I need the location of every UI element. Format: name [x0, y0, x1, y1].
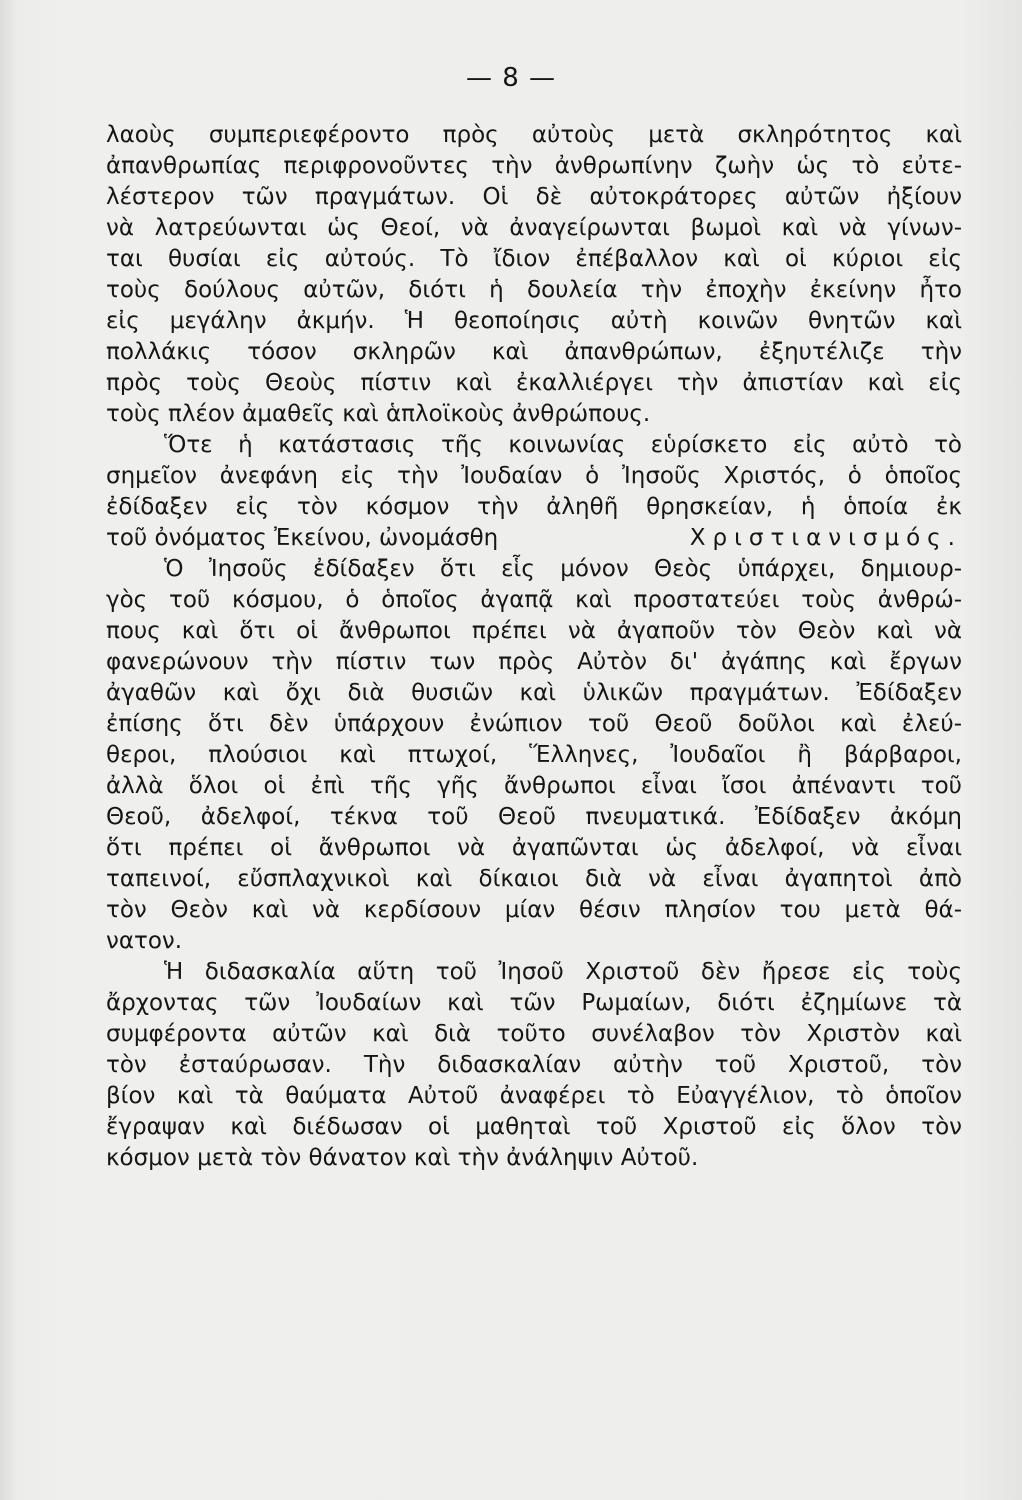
- text-line: ἀπανθρωπίας περιφρονοῦντες τὴν ἀνθρωπίνην ζωὴν ὡς τὸ εὐτε-: [106, 153, 962, 179]
- paragraph-3: [106, 554, 962, 957]
- spaced-term: Χριστιανισμός.: [689, 525, 962, 551]
- text-line: γὸς τοῦ κόσμου, ὁ ὁποῖος ἀγαπᾷ καὶ προστατεύει τοὺς ἀνθρώ-: [106, 587, 962, 613]
- paragraph-4: [106, 957, 962, 1174]
- line-prefix: τοῦ ὀνόματος Ἐκείνου, ὠνομάσθη: [106, 525, 499, 551]
- text-line: πους καὶ ὅτι οἱ ἄνθρωποι πρέπει νὰ ἀγαποῦν τὸν Θεὸν καὶ νὰ: [106, 618, 962, 644]
- paragraph-2: [106, 430, 962, 554]
- page-number: — 8 —: [465, 63, 557, 93]
- text-line: θεροι, πλούσιοι καὶ πτωχοί, Ἕλληνες, Ἰουδαῖοι ἢ βάρβαροι,: [106, 742, 962, 768]
- text-line: ἐπίσης ὅτι δὲν ὑπάρχουν ἐνώπιον τοῦ Θεοῦ δοῦλοι καὶ ἐλεύ-: [106, 711, 962, 737]
- body-text: [106, 120, 962, 1174]
- text-line: πολλάκις τόσον σκληρῶν καὶ ἀπανθρώπων, ἐξηυτέλιζε τὴν: [106, 339, 962, 365]
- text-line: ἄρχοντας τῶν Ἰουδαίων καὶ τῶν Ρωμαίων, διότι ἐζημίωνε τὰ: [106, 990, 962, 1016]
- text-line: ἐδίδαξεν εἰς τὸν κόσμον τὴν ἀληθῆ θρησκείαν, ἡ ὁποία ἐκ: [106, 494, 962, 520]
- text-line: τοὺς πλέον ἀμαθεῖς καὶ ἁπλοϊκοὺς ἀνθρώπους.: [106, 401, 651, 427]
- text-line: Θεοῦ, ἀδελφοί, τέκνα τοῦ Θεοῦ πνευματικά. Ἐδίδαξεν ἀκόμη: [106, 804, 962, 830]
- text-line: Ὁ Ἰησοῦς ἐδίδαξεν ὅτι εἷς μόνον Θεὸς ὑπάρχει, δημιουρ-: [164, 556, 962, 582]
- text-line: τὸν Θεὸν καὶ νὰ κερδίσουν μίαν θέσιν πλησίον του μετὰ θά-: [106, 897, 962, 923]
- text-line: εἰς μεγάλην ἀκμήν. Ἡ θεοποίησις αὐτὴ κοινῶν θνητῶν καὶ: [106, 308, 962, 334]
- text-line: σημεῖον ἀνεφάνη εἰς τὴν Ἰουδαίαν ὁ Ἰησοῦς Χριστός, ὁ ὁποῖος: [106, 463, 962, 489]
- text-line: φανερώνουν τὴν πίστιν των πρὸς Αὐτὸν δι' ἀγάπης καὶ ἔργων: [106, 649, 962, 675]
- paragraph-1: [106, 120, 962, 430]
- text-line: Ὅτε ἡ κατάστασις τῆς κοινωνίας εὑρίσκετο εἰς αὐτὸ τὸ: [164, 432, 962, 458]
- text-line: τὸν ἐσταύρωσαν. Τὴν διδασκαλίαν αὐτὴν τοῦ Χριστοῦ, τὸν: [106, 1052, 962, 1078]
- text-line: λαοὺς συμπεριεφέροντο πρὸς αὐτοὺς μετὰ σκληρότητος καὶ: [106, 122, 962, 148]
- text-line: ἀγαθῶν καὶ ὄχι διὰ θυσιῶν καὶ ὑλικῶν πραγμάτων. Ἐδίδαξεν: [106, 680, 962, 706]
- text-line: βίον καὶ τὰ θαύματα Αὐτοῦ ἀναφέρει τὸ Εὐαγγέλιον, τὸ ὁποῖον: [106, 1083, 962, 1109]
- text-line: ταπεινοί, εὔσπλαχνικοὶ καὶ δίκαιοι διὰ νὰ εἶναι ἀγαπητοὶ ἀπὸ: [106, 866, 962, 892]
- text-line: ἔγραψαν καὶ διέδωσαν οἱ μαθηταὶ τοῦ Χριστοῦ εἰς ὅλον τὸν: [106, 1114, 962, 1140]
- text-line: τοὺς δούλους αὐτῶν, διότι ἡ δουλεία τὴν ἐποχὴν ἐκείνην ἦτο: [106, 277, 962, 303]
- text-line: λέστερον τῶν πραγμάτων. Οἱ δὲ αὐτοκράτορες αὐτῶν ἠξίουν: [106, 184, 962, 210]
- text-line: ὅτι πρέπει οἱ ἄνθρωποι νὰ ἀγαπῶνται ὡς ἀδελφοί, νὰ εἶναι: [106, 835, 962, 861]
- text-line: [106, 523, 962, 554]
- text-line: νατον.: [106, 928, 183, 954]
- text-line: συμφέροντα αὐτῶν καὶ διὰ τοῦτο συνέλαβον τὸν Χριστὸν καὶ: [106, 1021, 962, 1047]
- text-line: κόσμον μετὰ τὸν θάνατον καὶ τὴν ἀνάληψιν Αὐτοῦ.: [106, 1145, 699, 1171]
- text-line: ἀλλὰ ὅλοι οἱ ἐπὶ τῆς γῆς ἄνθρωποι εἶναι ἴσοι ἀπέναντι τοῦ: [106, 773, 962, 799]
- text-line: Ἡ διδασκαλία αὕτη τοῦ Ἰησοῦ Χριστοῦ δὲν ἤρεσε εἰς τοὺς: [164, 959, 962, 985]
- text-line: πρὸς τοὺς Θεοὺς πίστιν καὶ ἐκαλλιέργει τὴν ἀπιστίαν καὶ εἰς: [106, 370, 962, 396]
- text-line: νὰ λατρεύωνται ὡς Θεοί, νὰ ἀναγείρωνται βωμοὶ καὶ νὰ γίνων-: [106, 215, 962, 241]
- text-line: ται θυσίαι εἰς αὐτούς. Τὸ ἴδιον ἐπέβαλλον καὶ οἱ κύριοι εἰς: [106, 246, 962, 272]
